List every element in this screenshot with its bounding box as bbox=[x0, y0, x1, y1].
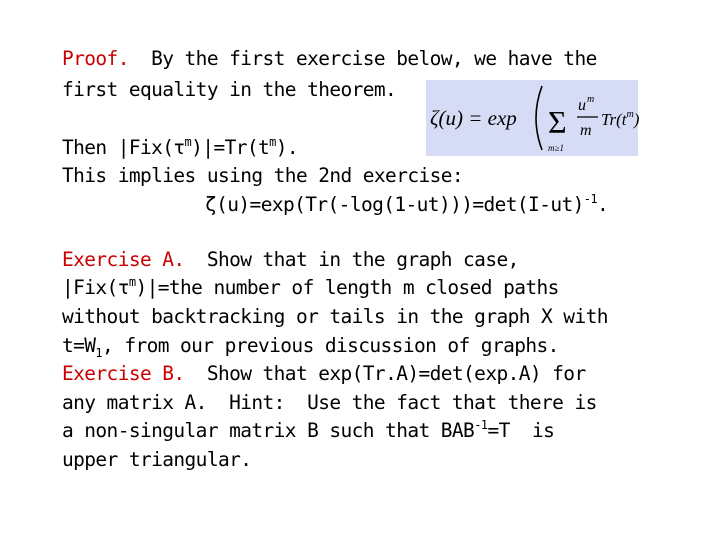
formula-left-paren bbox=[536, 86, 542, 150]
exercise-a-line-2: $|Fix(\tau^m)|=the$ number of length m closed paths bbox=[62, 274, 559, 299]
proof-line-2: first equality in the theorem. bbox=[62, 78, 397, 101]
exercise-a-label: Exercise A. bbox=[62, 248, 185, 271]
proof-text-1: By the first exercise below, we have the bbox=[128, 47, 597, 70]
exercise-b-label: Exercise B. bbox=[62, 362, 185, 385]
exercise-a-line-4: $t=W_1$, from our previous discussion of graphs. bbox=[62, 334, 559, 360]
zeta-line: $\zeta(u)=\exp(Tr(-\log(1-ut)))=\det(I-ut)^{-1}$. bbox=[205, 191, 609, 216]
exercise-b-line-4: upper triangular. bbox=[62, 448, 252, 471]
formula-numerator-exp: m bbox=[587, 94, 595, 105]
exercise-a-line-3: without backtracking or tails in the graph X with bbox=[62, 305, 608, 328]
proof-line-1 bbox=[62, 45, 597, 73]
formula-numerator: u bbox=[578, 97, 586, 114]
exercise-b-line-2: any matrix A. Hint: Use the fact that there is bbox=[62, 391, 597, 414]
exercise-a-line-1: Exercise A. Show that in the graph case, bbox=[62, 248, 519, 271]
exercise-b-line-1: Exercise B. Show that exp(Tr.A)=det(exp.A) for bbox=[62, 362, 586, 385]
formula-lhs: ζ(u) = exp bbox=[430, 106, 517, 130]
formula-tr-close: ) bbox=[633, 110, 640, 129]
formula-sum-subscript: m≥1 bbox=[548, 143, 564, 153]
proof-label: Proof. bbox=[62, 47, 129, 70]
formula-sigma: Σ bbox=[548, 104, 567, 140]
formula-tr-exp: m bbox=[626, 109, 634, 120]
zeta-formula-svg bbox=[426, 80, 638, 156]
zeta-formula-image bbox=[426, 80, 638, 156]
then-line: Then $|Fix(\tau^m)|=Tr(t^m)$. bbox=[62, 134, 299, 159]
formula-tr: $Tr(t^m)$ bbox=[601, 109, 640, 129]
exercise-b-line-3: a non-singular matrix B such that $BAB^{-1}=T$ is bbox=[62, 417, 555, 442]
formula-denominator: m bbox=[580, 122, 592, 139]
implies-line: This implies using the 2nd exercise: bbox=[62, 164, 464, 187]
